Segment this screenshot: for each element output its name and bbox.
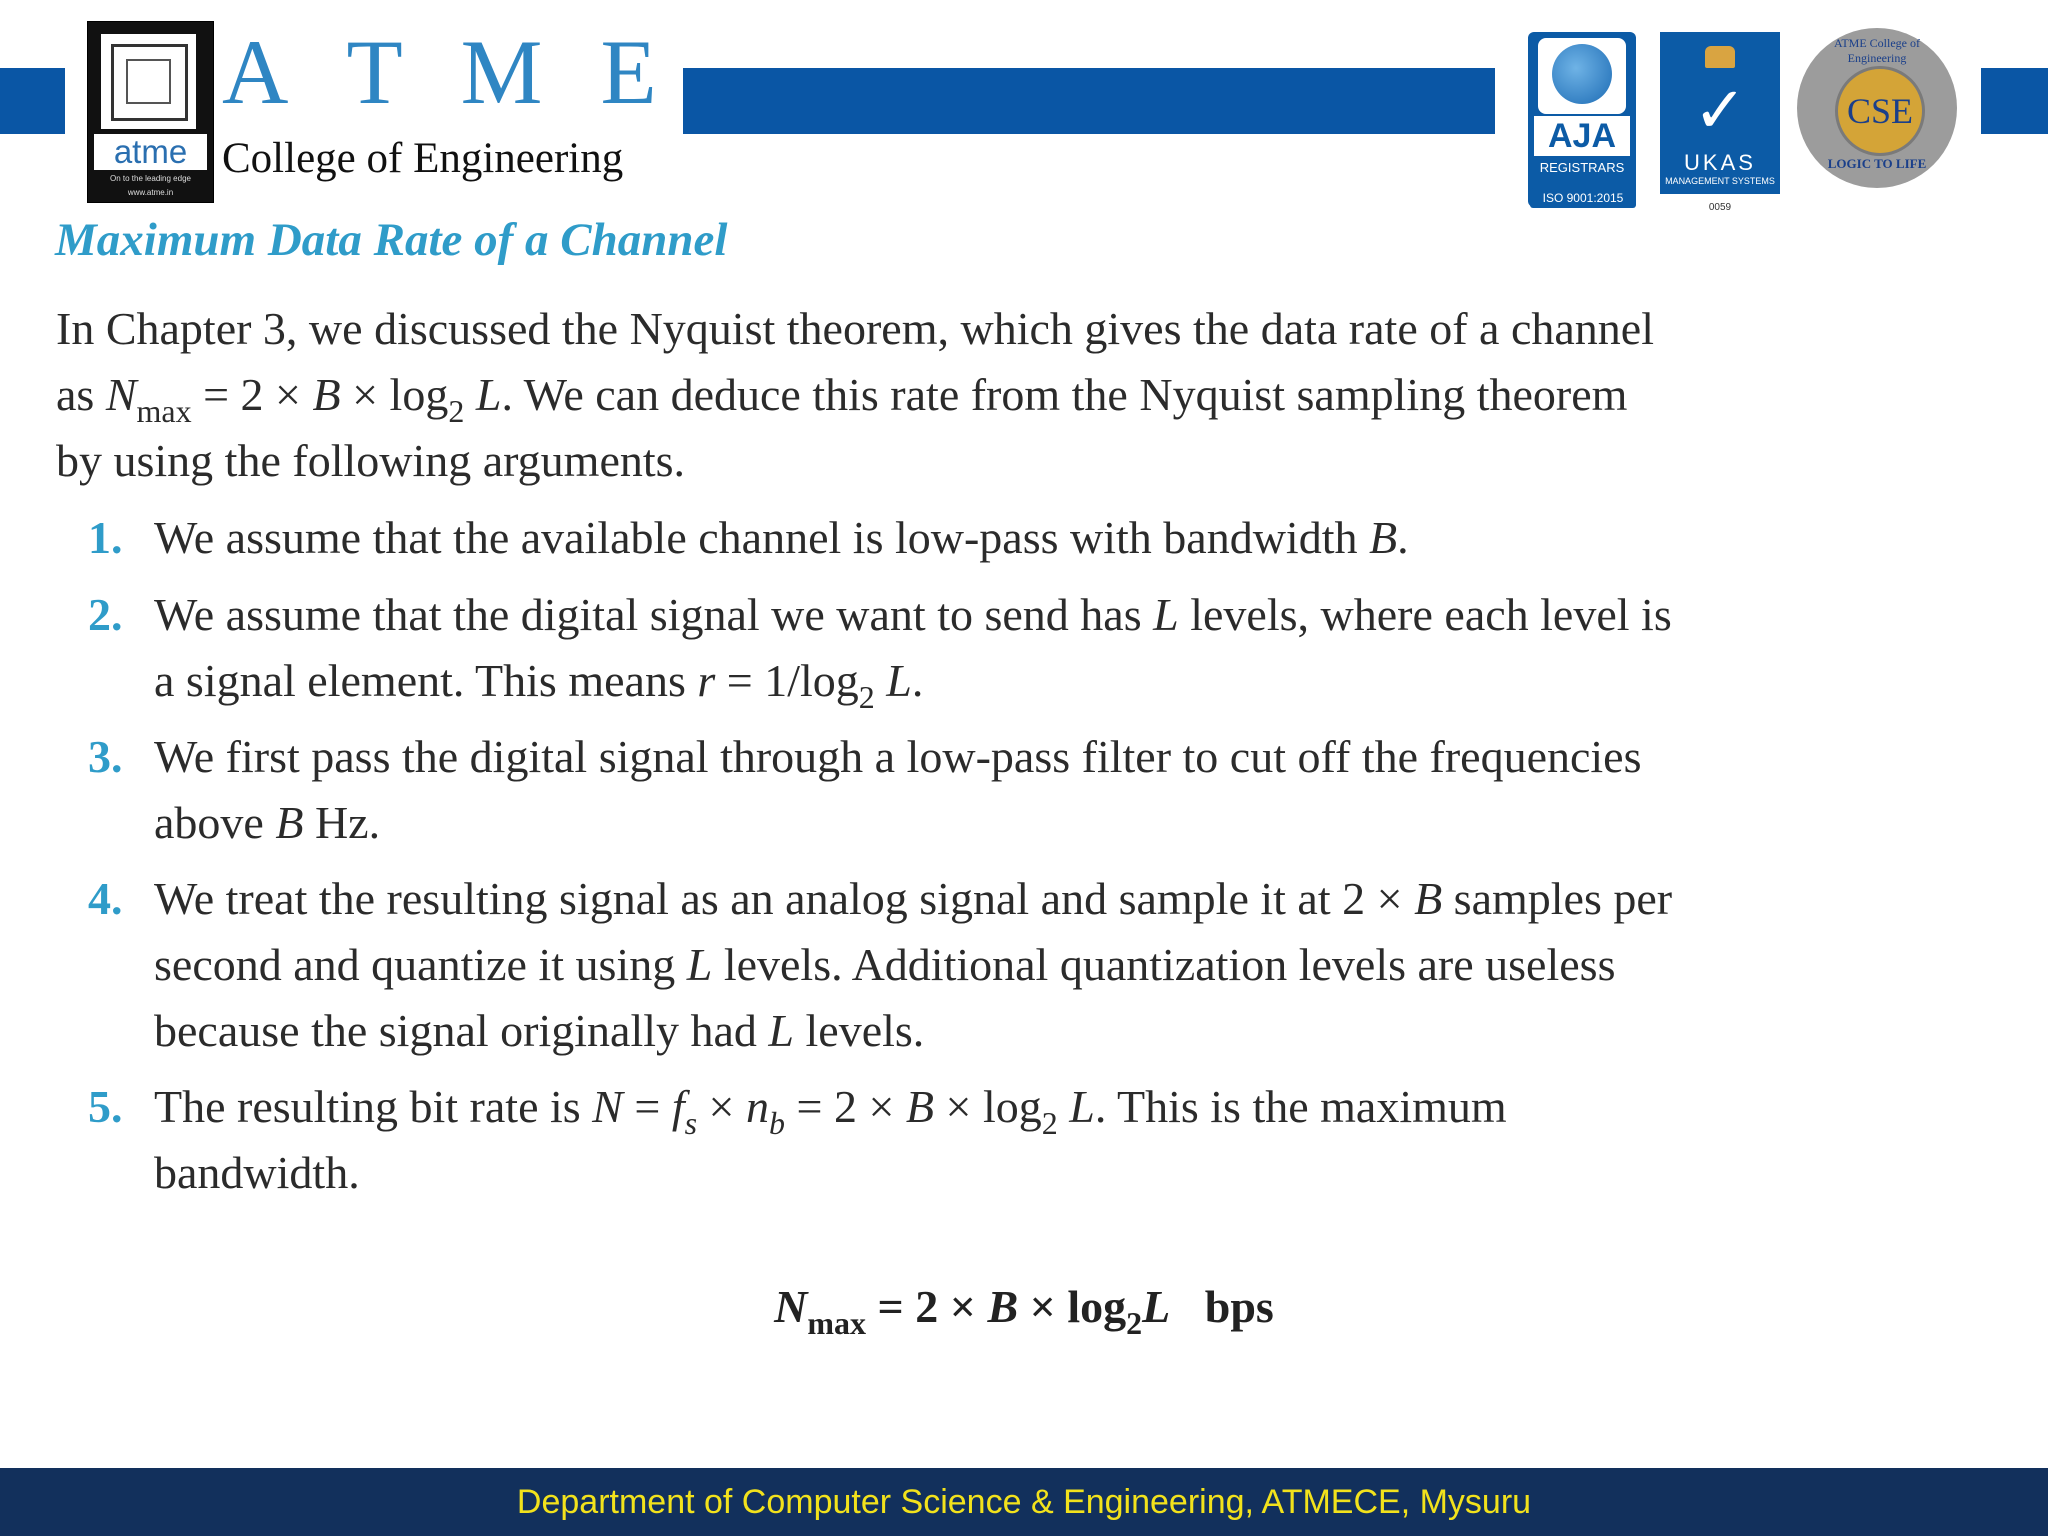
- header-bar-middle: [683, 68, 1495, 134]
- atme-wordmark: [222, 21, 657, 123]
- intro-line-2: as $N_{max} = 2 \times B \times \log_2 L$. We can deduce this rate from the Nyquist sampling theorem: [56, 369, 1628, 429]
- aja-logo: [1528, 32, 1636, 207]
- ukas-number: 0059: [1708, 202, 1732, 213]
- crown-icon: [1705, 46, 1735, 68]
- slide-title: Maximum Data Rate of a Channel: [55, 214, 728, 266]
- cse-ring-bottom: LOGIC TO LIFE: [1827, 156, 1927, 171]
- ukas-name: UKAS: [1684, 150, 1756, 175]
- logo-word: atme: [94, 134, 207, 170]
- ukas-sub: MANAGEMENT SYSTEMS: [1665, 176, 1775, 186]
- ukas-logo: [1660, 32, 1780, 194]
- list-text: The resulting bit rate is $N = f_s \times n_b = 2 \times B \times \log_2 L$. This is the maximum bandwidth.: [154, 1081, 1507, 1198]
- list-text: We assume that the digital signal we want to send has L levels, where each level is a signal element. This means $r = 1/\log_2$ L.: [154, 589, 1672, 715]
- atme-letter: E: [600, 21, 657, 123]
- max-data-rate-formula: $N_{max} = 2 \times B \times \log_2L$ bps: [774, 1281, 1274, 1341]
- list-number: 3.: [88, 731, 123, 782]
- college-name: College of Engineering: [222, 135, 624, 182]
- cse-seal: [1797, 28, 1957, 188]
- aja-sub: REGISTRARS: [1539, 160, 1625, 175]
- logo-square-icon: [101, 34, 196, 129]
- globe-icon: [1552, 44, 1612, 104]
- footer-text: Department of Computer Science & Engineering, ATMECE, Mysuru: [516, 1483, 1532, 1521]
- atme-logo: [87, 21, 214, 203]
- atme-letter: A: [222, 21, 289, 123]
- aja-name: AJA: [1534, 116, 1630, 156]
- list-number: 5.: [88, 1081, 123, 1132]
- aja-iso: ISO 9001:2015: [1530, 188, 1636, 208]
- cse-text: CSE: [1846, 91, 1914, 131]
- footer-bar: [0, 1468, 2048, 1536]
- intro-line-3: by using the following arguments.: [56, 435, 686, 486]
- header-bar-left: [0, 68, 65, 134]
- list-text: We assume that the available channel is low-pass with bandwidth B.: [154, 512, 1409, 563]
- intro-line-1: In Chapter 3, we discussed the Nyquist theorem, which gives the data rate of a channel: [56, 303, 1655, 354]
- list-number: 4.: [88, 873, 123, 924]
- list-number: 1.: [88, 512, 123, 563]
- list-text: We treat the resulting signal as an analog signal and sample it at 2 × B samples per second and quantize it using L levels. Additional quantization levels are useless because the signal originally had L levels.: [154, 873, 1673, 1056]
- atme-letter: M: [460, 21, 543, 123]
- list-text: We first pass the digital signal through a low-pass filter to cut off the frequencies above B Hz.: [154, 731, 1642, 848]
- checkmark-icon: ✓: [1693, 74, 1747, 148]
- list-number: 2.: [88, 589, 123, 640]
- logo-url: www.atme.in: [127, 188, 174, 197]
- cse-ring-top: ATME College of Engineering: [1834, 36, 1920, 65]
- logo-tagline: On to the leading edge: [110, 174, 191, 183]
- header-bar-right: [1981, 68, 2048, 134]
- atme-letter: T: [346, 21, 403, 123]
